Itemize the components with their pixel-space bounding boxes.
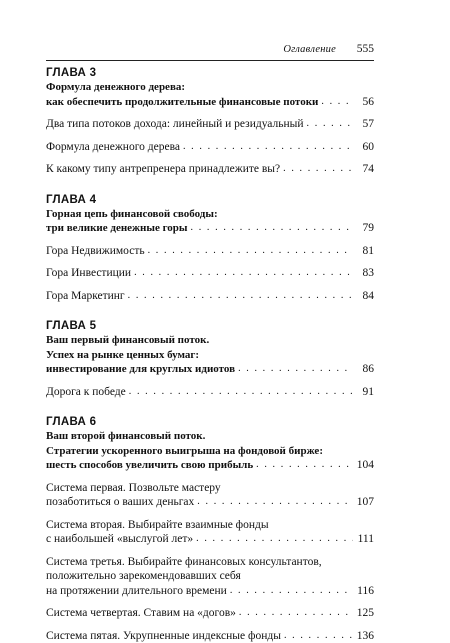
page-ref: 125 xyxy=(356,606,374,621)
chapter-label: ГЛАВА 4 xyxy=(46,193,374,207)
toc-entry xyxy=(46,140,374,155)
entry-last-line xyxy=(46,532,374,547)
toc-entry xyxy=(46,629,374,643)
page-ref: 86 xyxy=(356,362,374,377)
entry-text: с наибольшей «выслугой лет» xyxy=(46,532,193,547)
dot-leader xyxy=(196,532,353,547)
header-page-number: 555 xyxy=(357,43,374,55)
chapter-4 xyxy=(46,193,374,304)
entry-text: Система четвертая. Ставим на «догов» xyxy=(46,606,236,621)
page-ref: 56 xyxy=(356,95,374,110)
dot-leader xyxy=(197,495,353,510)
chapter-label: ГЛАВА 5 xyxy=(46,319,374,333)
dot-leader xyxy=(307,117,353,132)
page-ref: 81 xyxy=(356,244,374,259)
dot-leader xyxy=(129,385,353,400)
toc-entry xyxy=(46,162,374,177)
entry-text: на протяжении длительного времени xyxy=(46,584,227,599)
chapter-title-line: Формула денежного дерева: xyxy=(46,80,374,95)
chapter-6 xyxy=(46,415,374,643)
page-ref: 83 xyxy=(356,266,374,281)
toc-entry xyxy=(46,518,374,547)
entry-text: К какому типу антрепренера принадлежите вы? xyxy=(46,162,280,177)
page-ref: 104 xyxy=(356,458,374,473)
entry-text: позаботиться о ваших деньгах xyxy=(46,495,194,510)
chapter-title-line: Ваш первый финансовый поток. xyxy=(46,333,374,348)
dot-leader xyxy=(134,266,353,281)
toc-entry xyxy=(46,385,374,400)
dot-leader xyxy=(239,606,353,621)
entry-last-line xyxy=(46,495,374,510)
page-ref: 91 xyxy=(356,385,374,400)
dot-leader xyxy=(283,162,353,177)
page-ref: 60 xyxy=(356,140,374,155)
toc-entry xyxy=(46,117,374,132)
entry-text: Два типа потоков дохода: линейный и резидуальный xyxy=(46,117,304,132)
dot-leader xyxy=(230,584,353,599)
entry-text: Гора Маркетинг xyxy=(46,289,125,304)
dot-leader xyxy=(284,629,353,643)
chapter-5 xyxy=(46,319,374,399)
entry-text: Формула денежного дерева xyxy=(46,140,180,155)
page-ref: 116 xyxy=(356,584,374,599)
entry-last-line xyxy=(46,584,374,599)
toc-entry xyxy=(46,266,374,281)
toc-entry xyxy=(46,244,374,259)
page-ref: 111 xyxy=(356,532,374,547)
chapter-title-text: три великие денежные горы xyxy=(46,221,188,236)
toc-entry xyxy=(46,481,374,510)
toc-entry xyxy=(46,606,374,621)
page-ref: 57 xyxy=(356,117,374,132)
chapter-title-entry xyxy=(46,221,374,236)
chapter-title-line: Горная цепь финансовой свободы: xyxy=(46,207,374,222)
entry-text-line: Система первая. Позвольте мастеру xyxy=(46,481,374,496)
toc-entry xyxy=(46,289,374,304)
entry-text: Система пятая. Укрупненные индексные фонды xyxy=(46,629,281,643)
page-ref: 107 xyxy=(356,495,374,510)
chapter-title-entry xyxy=(46,362,374,377)
entry-text: Гора Инвестиции xyxy=(46,266,131,281)
page-ref: 79 xyxy=(356,221,374,236)
chapter-title-entry xyxy=(46,458,374,473)
dot-leader xyxy=(191,221,353,236)
dot-leader xyxy=(256,458,353,473)
chapter-title-entry xyxy=(46,95,374,110)
chapter-3 xyxy=(46,66,374,177)
entry-text-line: Система третья. Выбирайте финансовых консультантов, xyxy=(46,555,374,570)
chapter-label: ГЛАВА 3 xyxy=(46,66,374,80)
entry-text-line: Система вторая. Выбирайте взаимные фонды xyxy=(46,518,374,533)
chapter-label: ГЛАВА 6 xyxy=(46,415,374,429)
page-ref: 84 xyxy=(356,289,374,304)
chapter-title-line: Успех на рынке ценных бумаг: xyxy=(46,348,374,363)
table-of-contents xyxy=(46,66,374,643)
dot-leader xyxy=(148,244,353,259)
toc-entry xyxy=(46,555,374,599)
header-title: Оглавление xyxy=(283,44,336,55)
chapter-title-line: Ваш второй финансовый поток. xyxy=(46,429,374,444)
dot-leader xyxy=(183,140,353,155)
chapter-title-line: Стратегии ускоренного выигрыша на фондовой бирже: xyxy=(46,444,374,459)
entry-text: Дорога к победе xyxy=(46,385,126,400)
entry-text-line: положительно зарекомендовавших себя xyxy=(46,569,374,584)
header-rule xyxy=(46,60,374,61)
chapter-title-text: шесть способов увеличить свою прибыль xyxy=(46,458,253,473)
dot-leader xyxy=(238,362,353,377)
page-ref: 74 xyxy=(356,162,374,177)
chapter-title-text: инвестирование для круглых идиотов xyxy=(46,362,235,377)
dot-leader xyxy=(321,95,353,110)
entry-text: Гора Недвижимость xyxy=(46,244,145,259)
page-ref: 136 xyxy=(356,629,374,643)
chapter-title-text: как обеспечить продолжительные финансовые потоки xyxy=(46,95,318,110)
dot-leader xyxy=(128,289,353,304)
